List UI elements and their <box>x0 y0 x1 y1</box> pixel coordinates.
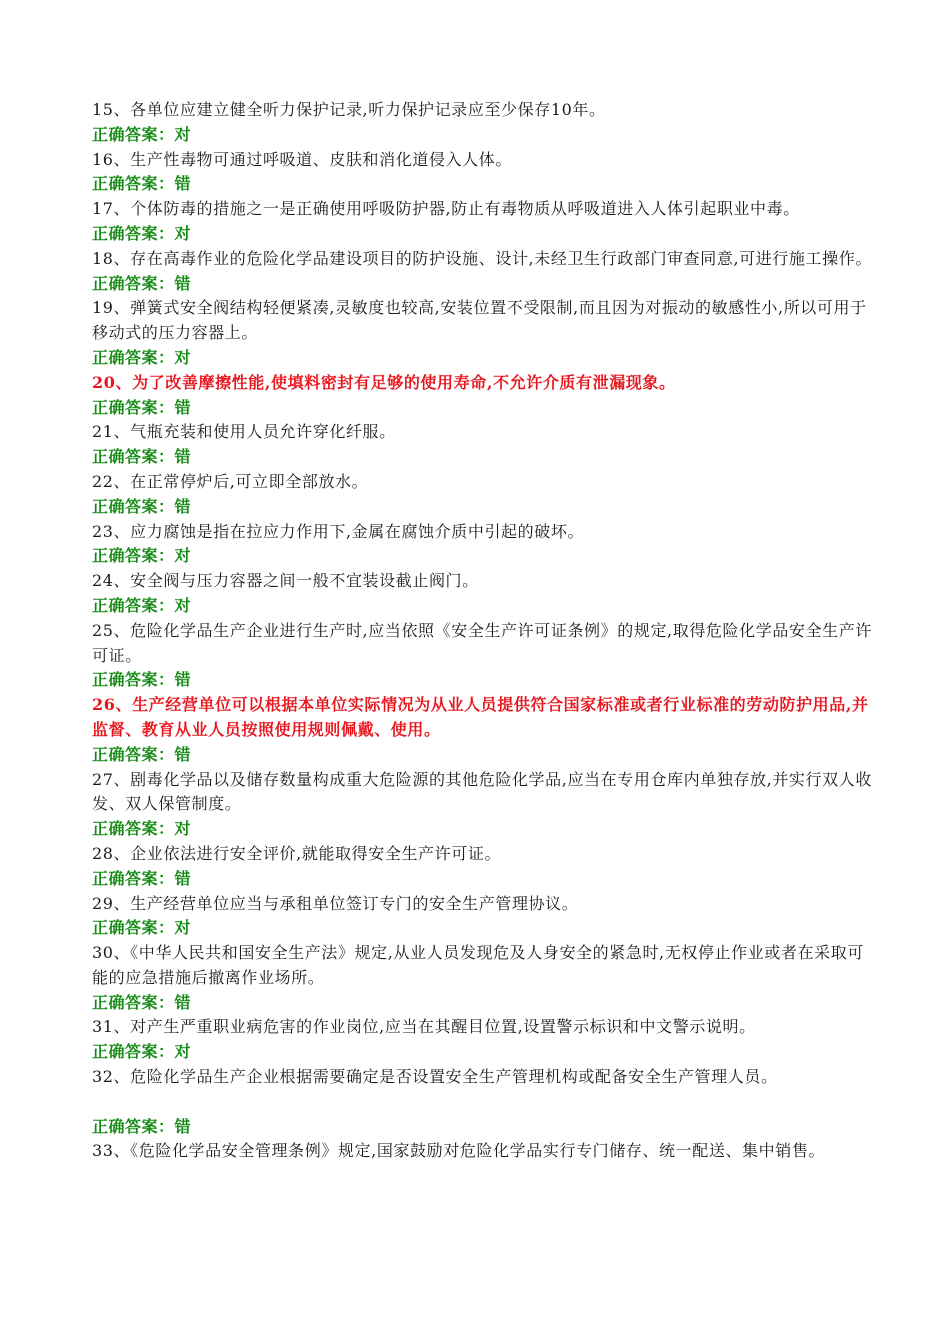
correct-answer <box>92 222 872 247</box>
answer-label: 正确答案： <box>92 124 175 144</box>
correct-answer <box>92 544 872 569</box>
answer-value: 错 <box>174 174 192 194</box>
answer-value: 对 <box>174 1042 192 1062</box>
answer-label: 正确答案： <box>92 918 175 938</box>
correct-answer <box>92 172 872 197</box>
answer-label: 正确答案： <box>92 819 175 839</box>
answer-value: 错 <box>174 670 192 690</box>
question-text: 17、个体防毒的措施之一是正确使用呼吸防护器,防止有毒物质从呼吸道进入人体引起职业中毒。 <box>92 199 800 219</box>
question-text: 25、危险化学品生产企业进行生产时,应当依照《安全生产许可证条例》的规定,取得危险化学品安全生产许可证。 <box>92 620 872 665</box>
question-text: 31、对产生严重职业病危害的作业岗位,应当在其醒目位置,设置警示标识和中文警示说明。 <box>92 1017 756 1037</box>
answer-label: 正确答案： <box>92 744 175 764</box>
correct-answer <box>92 817 872 842</box>
question-text: 19、弹簧式安全阀结构轻便紧凑,灵敏度也较高,安装位置不受限制,而且因为对振动的敏感性小,所以可用于移动式的压力容器上。 <box>92 298 867 343</box>
question-text: 15、各单位应建立健全听力保护记录,听力保护记录应至少保存10年。 <box>92 100 606 119</box>
answer-label: 正确答案： <box>92 496 175 516</box>
correct-answer <box>92 668 872 693</box>
answer-value: 错 <box>174 447 192 467</box>
question-text: 29、生产经营单位应当与承租单位签订专门的安全生产管理协议。 <box>92 893 579 913</box>
blank-line <box>92 1090 872 1115</box>
answer-label: 正确答案： <box>92 397 175 417</box>
question-text: 16、生产性毒物可通过呼吸道、皮肤和消化道侵入人体。 <box>92 149 512 169</box>
answer-value: 对 <box>174 347 192 367</box>
correct-answer <box>92 743 872 768</box>
answer-label: 正确答案： <box>92 223 175 243</box>
question-text: 33、《危险化学品安全管理条例》规定,国家鼓励对危险化学品实行专门储存、统一配送、集中销售。 <box>92 1141 826 1161</box>
answer-value: 错 <box>174 744 192 764</box>
correct-answer <box>92 1040 872 1065</box>
answer-value: 对 <box>174 819 192 839</box>
answer-label: 正确答案： <box>92 670 175 690</box>
correct-answer <box>92 916 872 941</box>
answer-value: 错 <box>174 992 192 1012</box>
correct-answer <box>92 396 872 421</box>
correct-answer <box>92 495 872 520</box>
answer-value: 对 <box>174 546 192 566</box>
answer-value: 错 <box>174 273 192 293</box>
answer-label: 正确答案： <box>92 595 175 615</box>
correct-answer <box>92 594 872 619</box>
answer-label: 正确答案： <box>92 273 175 293</box>
answer-label: 正确答案： <box>92 868 175 888</box>
answer-value: 错 <box>174 397 192 417</box>
question-text: 26、生产经营单位可以根据本单位实际情况为从业人员提供符合国家标准或者行业标准的劳动防护用品,并监督、教育从业人员按照使用规则佩戴、使用。 <box>92 695 869 739</box>
question-text: 32、危险化学品生产企业根据需要确定是否设置安全生产管理机构或配备安全生产管理人员。 <box>92 1067 778 1087</box>
correct-answer <box>92 346 872 371</box>
question-text: 22、在正常停炉后,可立即全部放水。 <box>92 471 369 491</box>
question-text: 30、《中华人民共和国安全生产法》规定,从业人员发现危及人身安全的紧急时,无权停止作业或者在采取可能的应急措施后撤离作业场所。 <box>92 943 864 987</box>
question-text: 24、安全阀与压力容器之间一般不宜装设截止阀门。 <box>92 571 479 591</box>
answer-label: 正确答案： <box>92 347 175 367</box>
answer-label: 正确答案： <box>92 1116 175 1136</box>
answer-label: 正确答案： <box>92 546 175 566</box>
question-text: 28、企业依法进行安全评价,就能取得安全生产许可证。 <box>92 843 502 863</box>
question-text: 21、气瓶充装和使用人员允许穿化纤服。 <box>92 422 396 442</box>
correct-answer <box>92 445 872 470</box>
correct-answer <box>92 272 872 297</box>
answer-value: 对 <box>174 223 192 243</box>
answer-label: 正确答案： <box>92 1042 175 1062</box>
answer-value: 错 <box>174 868 192 888</box>
question-text: 23、应力腐蚀是指在拉应力作用下,金属在腐蚀介质中引起的破坏。 <box>92 521 585 541</box>
correct-answer <box>92 123 872 148</box>
correct-answer <box>92 1115 872 1140</box>
answer-value: 错 <box>174 496 192 516</box>
answer-label: 正确答案： <box>92 992 175 1012</box>
answer-value: 错 <box>174 1116 192 1136</box>
correct-answer <box>92 867 872 892</box>
question-text: 18、存在高毒作业的危险化学品建设项目的防护设施、设计,未经卫生行政部门审查同意,可进行施工操作。 <box>92 248 872 268</box>
answer-value: 对 <box>174 918 192 938</box>
question-list <box>92 98 872 1164</box>
answer-value: 对 <box>174 595 192 615</box>
answer-label: 正确答案： <box>92 447 175 467</box>
correct-answer <box>92 991 872 1016</box>
question-text: 20、为了改善摩擦性能,使填料密封有足够的使用寿命,不允许介质有泄漏现象。 <box>92 372 676 392</box>
question-text: 27、剧毒化学品以及储存数量构成重大危险源的其他危险化学品,应当在专用仓库内单独存放,并实行双人收发、双人保管制度。 <box>92 769 872 814</box>
answer-value: 对 <box>174 124 192 144</box>
answer-label: 正确答案： <box>92 174 175 194</box>
